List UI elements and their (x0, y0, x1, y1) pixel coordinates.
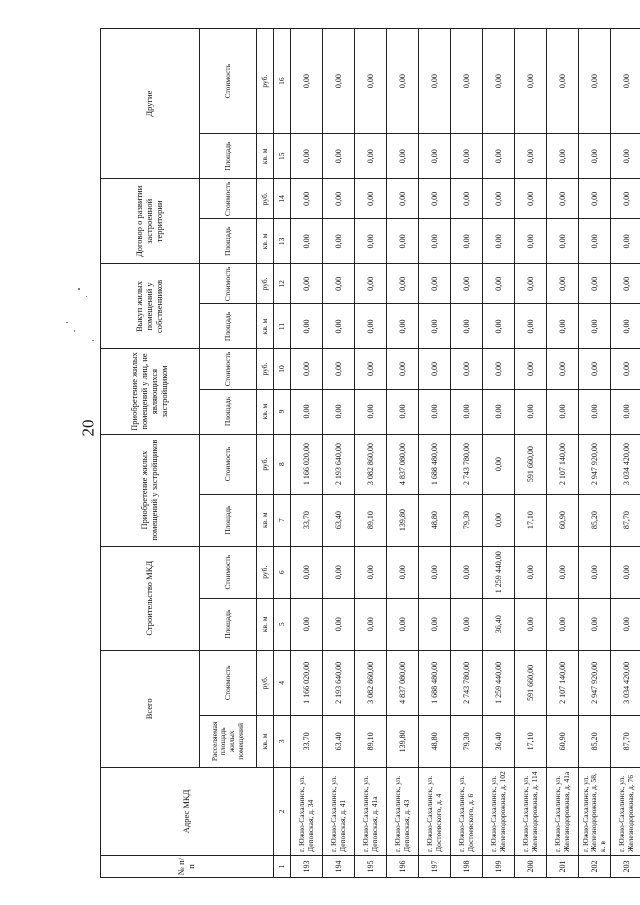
row-number: 193 (291, 855, 323, 877)
other-area: 0,00 (323, 134, 355, 179)
developer-cost: 4 837 080,00 (387, 434, 419, 494)
total-area: 60,90 (547, 715, 579, 767)
scan-speck (74, 330, 75, 332)
table-row (451, 29, 483, 878)
other-area: 0,00 (451, 134, 483, 179)
total-area: 63,40 (323, 715, 355, 767)
agreement-area: 0,00 (611, 219, 640, 264)
unit-rub: руб. (257, 650, 274, 715)
other-area: 0,00 (611, 134, 640, 179)
row-address: г. Южно-Сахалинск, ул. Достоевского, д. 4 (419, 767, 451, 855)
construction-area: 0,00 (355, 598, 387, 650)
non-developer-cost: 0,00 (323, 349, 355, 389)
table-row (419, 29, 451, 878)
buyout-area: 0,00 (579, 304, 611, 349)
unit-rub: руб. (257, 349, 274, 389)
scan-speck (86, 296, 87, 297)
developer-cost: 3 034 420,00 (611, 434, 640, 494)
other-cost: 0,00 (355, 29, 387, 134)
buyout-cost: 0,00 (323, 264, 355, 304)
total-cost: 591 660,00 (515, 650, 547, 715)
row-address: г. Южно-Сахалинск, ул. Деповская, д. 41а (355, 767, 387, 855)
other-cost: 0,00 (419, 29, 451, 134)
construction-area: 0,00 (611, 598, 640, 650)
construction-cost: 0,00 (611, 546, 640, 598)
header-construction: Строительство МКД (101, 546, 200, 650)
unit-sqm: кв. м (257, 494, 274, 546)
row-number: 196 (387, 855, 419, 877)
agreement-area: 0,00 (451, 219, 483, 264)
construction-area: 0,00 (451, 598, 483, 650)
buyout-area: 0,00 (611, 304, 640, 349)
non-developer-cost: 0,00 (451, 349, 483, 389)
developer-area: 0,00 (483, 494, 515, 546)
construction-area: 0,00 (547, 598, 579, 650)
total-cost: 1 166 020,00 (291, 650, 323, 715)
developer-area: 139,80 (387, 494, 419, 546)
developer-cost: 3 082 860,00 (355, 434, 387, 494)
subheader-cost: Стоимость (200, 29, 257, 134)
construction-area: 36,40 (483, 598, 515, 650)
row-address: г. Южно-Сахалинск, ул. Достоевского, д. 6 (451, 767, 483, 855)
agreement-area: 0,00 (355, 219, 387, 264)
column-number: 12 (274, 264, 291, 304)
column-number: 3 (274, 715, 291, 767)
developer-area: 85,20 (579, 494, 611, 546)
table-row (579, 29, 611, 878)
buyout-area: 0,00 (547, 304, 579, 349)
other-area: 0,00 (355, 134, 387, 179)
agreement-cost: 0,00 (387, 179, 419, 219)
other-area: 0,00 (515, 134, 547, 179)
agreement-cost: 0,00 (579, 179, 611, 219)
total-area: 79,30 (451, 715, 483, 767)
subheader-cost: Стоимость (200, 179, 257, 219)
non-developer-cost: 0,00 (579, 349, 611, 389)
developer-cost: 1 166 020,00 (291, 434, 323, 494)
other-cost: 0,00 (579, 29, 611, 134)
developer-cost: 591 660,00 (515, 434, 547, 494)
subheader-area: Площадь (200, 494, 257, 546)
unit-sqm: кв. м (257, 389, 274, 434)
header-buyout: Выкуп жилых помещений у собственников (101, 264, 200, 349)
buyout-area: 0,00 (355, 304, 387, 349)
agreement-cost: 0,00 (355, 179, 387, 219)
subheader-area: Площадь (200, 219, 257, 264)
other-area: 0,00 (579, 134, 611, 179)
table-row (323, 29, 355, 878)
agreement-cost: 0,00 (291, 179, 323, 219)
row-number: 195 (355, 855, 387, 877)
agreement-cost: 0,00 (547, 179, 579, 219)
buyout-cost: 0,00 (483, 264, 515, 304)
other-cost: 0,00 (547, 29, 579, 134)
agreement-area: 0,00 (515, 219, 547, 264)
developer-area: 17,10 (515, 494, 547, 546)
total-area: 33,70 (291, 715, 323, 767)
non-developer-cost: 0,00 (355, 349, 387, 389)
non-developer-area: 0,00 (355, 389, 387, 434)
unit-rub: руб. (257, 434, 274, 494)
row-address: г. Южно-Сахалинск, ул. Железнодорожная, д. 114 (515, 767, 547, 855)
page-number: 20 (78, 419, 98, 437)
total-cost: 2 947 920,00 (579, 650, 611, 715)
buyout-cost: 0,00 (547, 264, 579, 304)
total-cost: 1 688 480,00 (419, 650, 451, 715)
unit-rub: руб. (257, 546, 274, 598)
agreement-cost: 0,00 (451, 179, 483, 219)
row-address: г. Южно-Сахалинск, ул. Деповская, д. 43 (387, 767, 419, 855)
agreement-area: 0,00 (323, 219, 355, 264)
header-purchase-non-developers: Приобретение жилых помещений у лиц, не являющихся застройщиком (101, 349, 200, 434)
non-developer-cost: 0,00 (419, 349, 451, 389)
column-number: 7 (274, 494, 291, 546)
subheader-cost: Стоимость (200, 434, 257, 494)
other-cost: 0,00 (291, 29, 323, 134)
header-development-agreement: Договор о развитии застроенной территории (101, 179, 200, 264)
unit-rub: руб. (257, 264, 274, 304)
non-developer-area: 0,00 (515, 389, 547, 434)
non-developer-area: 0,00 (323, 389, 355, 434)
developer-area: 79,30 (451, 494, 483, 546)
subheader-cost: Стоимость (200, 264, 257, 304)
table-body (291, 29, 640, 878)
non-developer-area: 0,00 (291, 389, 323, 434)
scan-speck (78, 288, 80, 290)
buyout-cost: 0,00 (579, 264, 611, 304)
other-cost: 0,00 (515, 29, 547, 134)
row-address: г. Южно-Сахалинск, ул. Железнодорожная, д. 76 (611, 767, 640, 855)
row-number: 198 (451, 855, 483, 877)
non-developer-area: 0,00 (579, 389, 611, 434)
row-number: 197 (419, 855, 451, 877)
buyout-cost: 0,00 (387, 264, 419, 304)
agreement-cost: 0,00 (323, 179, 355, 219)
construction-area: 0,00 (419, 598, 451, 650)
agreement-area: 0,00 (387, 219, 419, 264)
developer-cost: 2 743 780,00 (451, 434, 483, 494)
developer-area: 33,70 (291, 494, 323, 546)
total-area: 36,40 (483, 715, 515, 767)
column-number: 11 (274, 304, 291, 349)
scan-speck (66, 322, 68, 323)
construction-cost: 1 259 440,00 (483, 546, 515, 598)
buyout-cost: 0,00 (291, 264, 323, 304)
other-area: 0,00 (291, 134, 323, 179)
construction-cost: 0,00 (291, 546, 323, 598)
total-area: 48,80 (419, 715, 451, 767)
column-number: 16 (274, 29, 291, 134)
table-row (515, 29, 547, 878)
construction-area: 0,00 (387, 598, 419, 650)
agreement-area: 0,00 (579, 219, 611, 264)
header-address: Адрес МКД (101, 767, 274, 855)
developer-area: 63,40 (323, 494, 355, 546)
developer-cost: 1 688 480,00 (419, 434, 451, 494)
buyout-area: 0,00 (419, 304, 451, 349)
subheader-cost: Стоимость (200, 650, 257, 715)
scan-speck (92, 340, 94, 341)
non-developer-cost: 0,00 (291, 349, 323, 389)
buyout-area: 0,00 (483, 304, 515, 349)
unit-sqm: кв. м (257, 219, 274, 264)
developer-area: 60,90 (547, 494, 579, 546)
unit-sqm: кв. м (257, 598, 274, 650)
total-cost: 2 743 780,00 (451, 650, 483, 715)
column-number: 5 (274, 598, 291, 650)
subheader-area: Площадь (200, 134, 257, 179)
table-row (483, 29, 515, 878)
non-developer-cost: 0,00 (611, 349, 640, 389)
other-cost: 0,00 (611, 29, 640, 134)
unit-rub: руб. (257, 29, 274, 134)
unit-rub: руб. (257, 179, 274, 219)
table-row (387, 29, 419, 878)
construction-cost: 0,00 (547, 546, 579, 598)
agreement-area: 0,00 (291, 219, 323, 264)
buyout-cost: 0,00 (451, 264, 483, 304)
total-cost: 1 259 440,00 (483, 650, 515, 715)
agreement-cost: 0,00 (483, 179, 515, 219)
column-number: 1 (274, 855, 291, 877)
total-area: 17,10 (515, 715, 547, 767)
unit-sqm: кв. м (257, 715, 274, 767)
row-number: 203 (611, 855, 640, 877)
construction-cost: 0,00 (579, 546, 611, 598)
other-cost: 0,00 (483, 29, 515, 134)
buyout-area: 0,00 (291, 304, 323, 349)
agreement-cost: 0,00 (515, 179, 547, 219)
subheader-cost: Стоимость (200, 349, 257, 389)
table-row (547, 29, 579, 878)
column-number: 13 (274, 219, 291, 264)
subheader-cost: Стоимость (200, 546, 257, 598)
total-cost: 3 082 860,00 (355, 650, 387, 715)
table-row (611, 29, 640, 878)
total-cost: 3 034 420,00 (611, 650, 640, 715)
total-area: 89,10 (355, 715, 387, 767)
agreement-area: 0,00 (483, 219, 515, 264)
developer-area: 87,70 (611, 494, 640, 546)
row-number: 202 (579, 855, 611, 877)
other-cost: 0,00 (323, 29, 355, 134)
row-address: г. Южно-Сахалинск, ул. Железнодорожная, д. 102 (483, 767, 515, 855)
construction-cost: 0,00 (387, 546, 419, 598)
rotated-table-sheet (100, 28, 635, 878)
total-area: 87,70 (611, 715, 640, 767)
non-developer-area: 0,00 (611, 389, 640, 434)
non-developer-area: 0,00 (419, 389, 451, 434)
non-developer-area: 0,00 (451, 389, 483, 434)
row-address: г. Южно-Сахалинск, ул. Железнодорожная, д. 41а (547, 767, 579, 855)
agreement-cost: 0,00 (419, 179, 451, 219)
construction-cost: 0,00 (323, 546, 355, 598)
construction-cost: 0,00 (451, 546, 483, 598)
other-area: 0,00 (483, 134, 515, 179)
non-developer-cost: 0,00 (547, 349, 579, 389)
agreement-cost: 0,00 (611, 179, 640, 219)
buyout-cost: 0,00 (611, 264, 640, 304)
non-developer-area: 0,00 (387, 389, 419, 434)
housing-table (100, 28, 640, 878)
column-number: 8 (274, 434, 291, 494)
row-number: 201 (547, 855, 579, 877)
buyout-cost: 0,00 (419, 264, 451, 304)
construction-cost: 0,00 (355, 546, 387, 598)
non-developer-cost: 0,00 (387, 349, 419, 389)
non-developer-cost: 0,00 (515, 349, 547, 389)
buyout-cost: 0,00 (355, 264, 387, 304)
other-area: 0,00 (387, 134, 419, 179)
unit-sqm: кв. м (257, 304, 274, 349)
header-num: № п/п (101, 855, 274, 877)
row-address: г. Южно-Сахалинск, ул. Железнодорожная, д. 58, к. в (579, 767, 611, 855)
non-developer-area: 0,00 (547, 389, 579, 434)
row-number: 199 (483, 855, 515, 877)
buyout-area: 0,00 (451, 304, 483, 349)
header-other: Другие (101, 29, 200, 179)
other-area: 0,00 (547, 134, 579, 179)
agreement-area: 0,00 (419, 219, 451, 264)
total-area: 85,20 (579, 715, 611, 767)
column-number: 14 (274, 179, 291, 219)
construction-area: 0,00 (579, 598, 611, 650)
construction-area: 0,00 (515, 598, 547, 650)
other-cost: 0,00 (387, 29, 419, 134)
row-number: 200 (515, 855, 547, 877)
column-number: 6 (274, 546, 291, 598)
construction-cost: 0,00 (515, 546, 547, 598)
developer-cost: 0,00 (483, 434, 515, 494)
developer-area: 48,80 (419, 494, 451, 546)
construction-area: 0,00 (323, 598, 355, 650)
total-cost: 2 193 640,00 (323, 650, 355, 715)
buyout-area: 0,00 (323, 304, 355, 349)
non-developer-cost: 0,00 (483, 349, 515, 389)
construction-area: 0,00 (291, 598, 323, 650)
developer-cost: 2 947 920,00 (579, 434, 611, 494)
developer-cost: 2 193 640,00 (323, 434, 355, 494)
buyout-area: 0,00 (515, 304, 547, 349)
table-row (291, 29, 323, 878)
total-area: 139,80 (387, 715, 419, 767)
column-number: 9 (274, 389, 291, 434)
total-cost: 4 837 080,00 (387, 650, 419, 715)
other-cost: 0,00 (451, 29, 483, 134)
column-number: 4 (274, 650, 291, 715)
header-total: Всего (101, 650, 200, 767)
buyout-cost: 0,00 (515, 264, 547, 304)
table-row (355, 29, 387, 878)
subheader-area: Площадь (200, 598, 257, 650)
non-developer-area: 0,00 (483, 389, 515, 434)
developer-cost: 2 107 140,00 (547, 434, 579, 494)
developer-area: 89,10 (355, 494, 387, 546)
column-number: 15 (274, 134, 291, 179)
column-number: 2 (274, 767, 291, 855)
construction-cost: 0,00 (419, 546, 451, 598)
column-number: 10 (274, 349, 291, 389)
subheader-area: Площадь (200, 304, 257, 349)
subheader-settled-area: Расселяемая площадь жилых помещений (200, 715, 257, 767)
subheader-area: Площадь (200, 389, 257, 434)
unit-sqm: кв. м (257, 134, 274, 179)
header-purchase-developers: Приобретение жилых помещений у застройщиков (101, 434, 200, 546)
row-address: г. Южно-Сахалинск, ул. Деповская, д. 34 (291, 767, 323, 855)
row-address: г. Южно-Сахалинск, ул. Деповская, д. 41 (323, 767, 355, 855)
total-cost: 2 107 140,00 (547, 650, 579, 715)
buyout-area: 0,00 (387, 304, 419, 349)
row-number: 194 (323, 855, 355, 877)
agreement-area: 0,00 (547, 219, 579, 264)
other-area: 0,00 (419, 134, 451, 179)
